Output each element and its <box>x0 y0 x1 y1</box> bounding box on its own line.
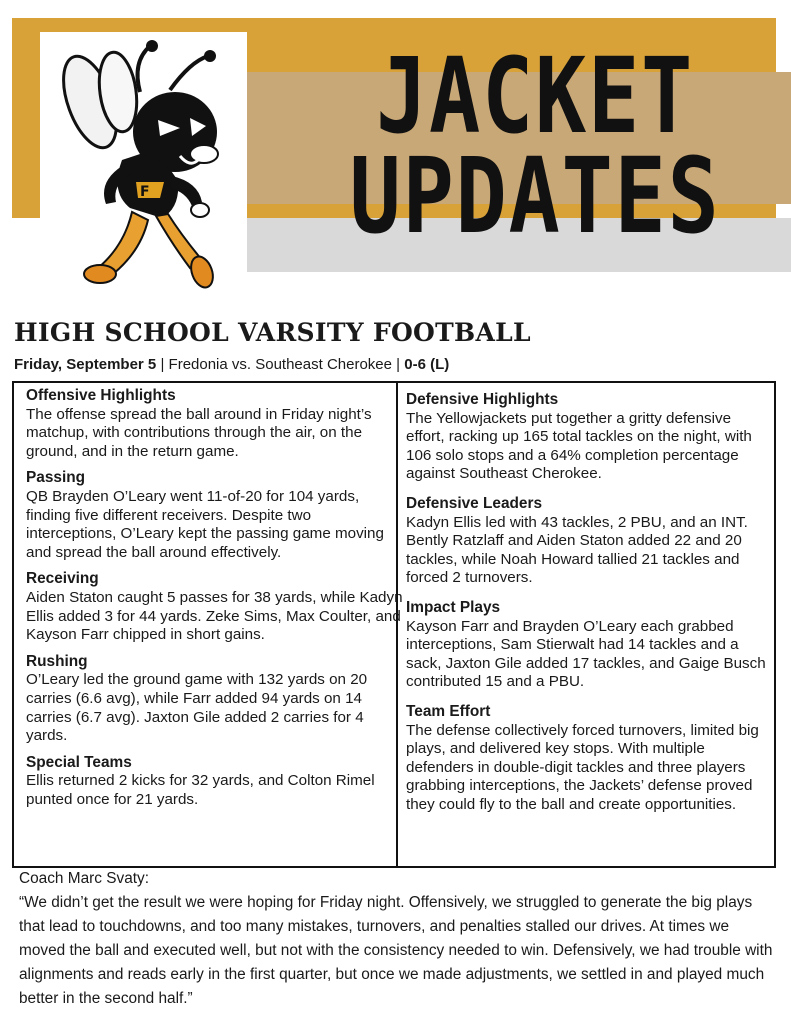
block-title: Special Teams <box>26 753 132 771</box>
block-title: Rushing <box>26 652 88 670</box>
game-date: Friday, September 5 <box>14 356 157 373</box>
game-matchup: Fredonia vs. Southeast Cherokee <box>168 356 392 373</box>
block-body: O’Leary led the ground game with 132 yards on 20 carries (6.6 avg), while Farr added 94 yards on 14 carries (6.7 avg). Jaxton Gile added 2 carries for 4 yards. <box>26 671 368 745</box>
offense-column <box>26 387 404 817</box>
game-separator: | <box>160 356 165 373</box>
block-body: Ellis returned 2 kicks for 32 yards, and Colton Rimel punted once for 21 yards. <box>26 772 375 808</box>
block-body: Kadyn Ellis led with 43 tackles, 2 PBU, and an INT. Bently Ratzlaff and Aiden Staton added 22 and 20 tackles, while Noah Howard tallied 21 tackles and forced 2 turnovers. <box>406 513 748 587</box>
block-body: Kayson Farr and Brayden O’Leary each grabbed interceptions, Sam Stierwalt had 14 tackles and a sack, Jaxton Gile added 17 tackles, and Gaige Busch contributed 15 and a PBU. <box>406 617 766 691</box>
coach-quote-section <box>19 867 779 1011</box>
coach-label: Coach Marc Svaty: <box>19 870 150 887</box>
header-title-line2: UPDATES <box>349 135 721 257</box>
offensive-highlights-block <box>26 387 404 461</box>
block-title: Defensive Highlights <box>406 391 559 408</box>
block-title: Impact Plays <box>406 598 501 616</box>
defensive-leaders-block <box>406 495 768 588</box>
highlights-grid <box>12 381 776 868</box>
section-heading: HIGH SCHOOL VARSITY FOOTBALL <box>14 318 531 347</box>
game-separator: | <box>396 356 401 373</box>
block-title: Receiving <box>26 570 99 588</box>
block-body: The defense collectively forced turnovers, limited big plays, and delivered key stops. With multiple defenders in double-digit tackles and three players grabbing interceptions, the Jackets’ defense proved they could fly to the ball and create opportunities. <box>406 721 759 813</box>
special-teams-block <box>26 754 404 810</box>
coach-quote: “We didn’t get the result we were hoping for Friday night. Offensively, we struggled to generate the big plays that lead to touchdowns, and too many mistakes, turnovers, and penalties stalled our drives. At times we moved the ball and executed well, but not with the consistency needed to win. Defensively, we had trouble with alignments and reads early in the first quarter, but once we made adjustments, we settled in and played much better in the second half.” <box>19 894 773 1007</box>
rushing-block <box>26 653 404 746</box>
svg-text:F: F <box>140 184 150 200</box>
block-title: Defensive Leaders <box>406 494 543 512</box>
yellowjacket-mascot-icon <box>40 32 247 296</box>
block-title: Offensive Highlights <box>26 387 176 404</box>
team-effort-block <box>406 703 768 815</box>
passing-block <box>26 469 404 562</box>
game-score: 0-6 (L) <box>404 356 450 373</box>
header-title-line1: JACKET <box>376 35 694 157</box>
defensive-highlights-block <box>406 391 768 484</box>
grid-left-border <box>12 383 14 866</box>
grid-right-border <box>774 383 776 866</box>
block-body: The offense spread the ball around in Friday night’s matchup, with contributions through the air, on the ground, and in the return game. <box>26 405 372 460</box>
block-title: Team Effort <box>406 702 491 720</box>
block-title: Passing <box>26 469 86 487</box>
block-body: The Yellowjackets put together a gritty defensive effort, racking up 165 total tackles on the night, with 106 solo stops and a 64% completion percentage against Southeast Cherokee. <box>406 409 752 483</box>
impact-plays-block <box>406 599 768 692</box>
game-info-line <box>14 356 449 373</box>
defense-column <box>406 387 768 825</box>
block-body: QB Brayden O’Leary went 11-of-20 for 104 yards, finding five different receivers. Despite two interceptions, O’Leary kept the passing game moving and spread the ball around effectively. <box>26 487 384 561</box>
receiving-block <box>26 570 404 644</box>
block-body: Aiden Staton caught 5 passes for 38 yards, while Kadyn Ellis added 3 for 44 yards. Zeke Sims, Max Coulter, and Kayson Farr chipped in short gains. <box>26 588 403 644</box>
